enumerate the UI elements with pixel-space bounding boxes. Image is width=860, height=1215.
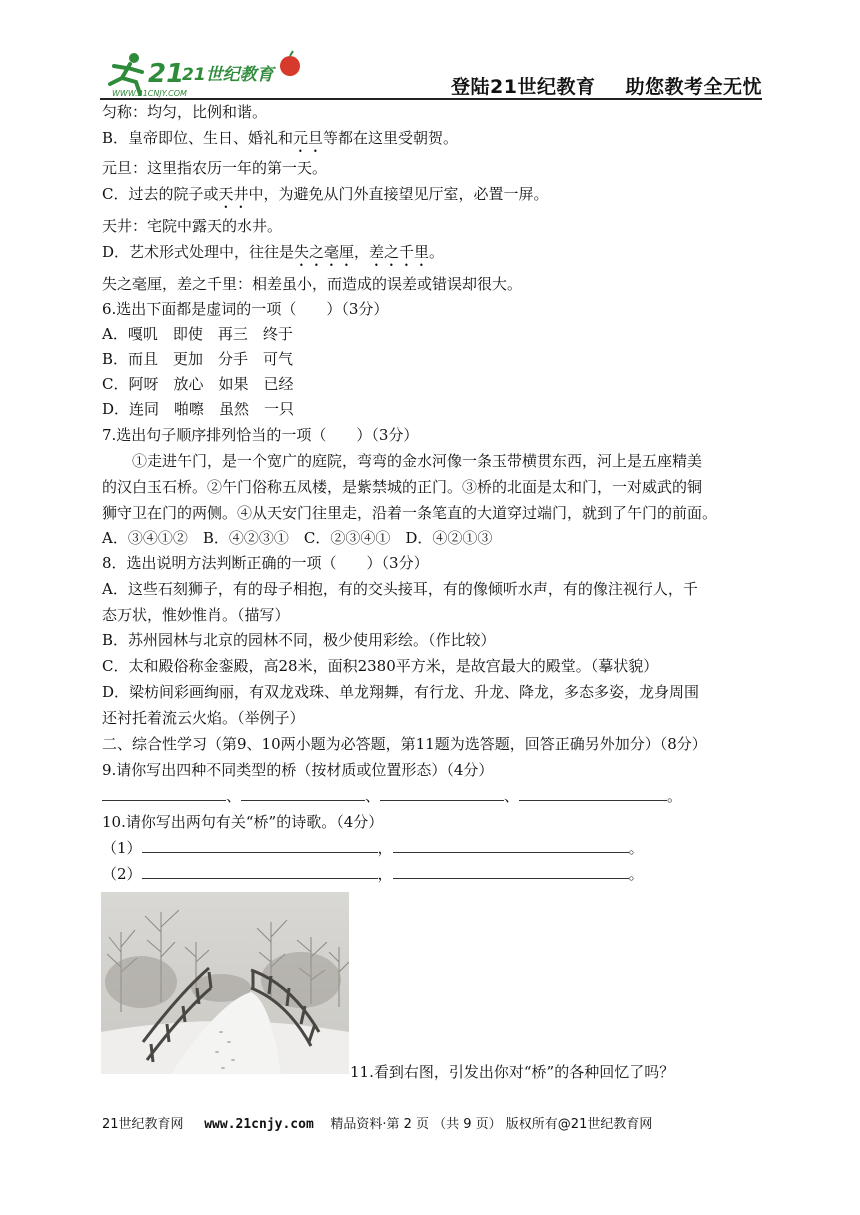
page-footer	[102, 1113, 652, 1132]
answer-blank[interactable]	[142, 838, 378, 853]
question-6-option-d: D．连同 啪嚓 虽然 一只	[102, 400, 295, 418]
question-7: 7.选出句子顺序排列恰当的一项（ ）（3分）	[102, 426, 419, 444]
svg-text:WWW.21CNJY.COM: WWW.21CNJY.COM	[112, 89, 187, 98]
question-8: 8．选出说明方法判断正确的一项（ ）（3分）	[102, 554, 429, 572]
apple-icon	[280, 56, 300, 76]
question-7-options: A．③④①② B．④②③① C．②③④① D．④②①③	[102, 529, 493, 547]
header-slogan	[451, 72, 762, 99]
question-7-passage: 的汉白玉石桥。②午门俗称五凤楼，是紫禁城的正门。③桥的北面是太和门，一对威武的铜	[102, 478, 703, 496]
question-6: 6.选出下面都是虚词的一项（ ）（3分）	[102, 300, 389, 318]
text-line: 元旦：这里指农历一年的第一天。	[102, 159, 328, 177]
question-6-option-b: B．而且 更加 分手 可气	[102, 350, 294, 368]
question-8-option-a-cont: 态万状，惟妙惟肖。（描写）	[102, 606, 290, 624]
question-6-option-a: A．嘎叽 即使 再三 终于	[102, 325, 293, 343]
option-c-line: C．过去的院子或天井中，为避免从门外直接望见厅室，必置一屏。	[102, 185, 549, 203]
site-logo	[100, 50, 310, 98]
footer-org: 21世纪教育网	[102, 1117, 184, 1132]
answer-blank[interactable]	[393, 838, 629, 853]
question-8-option-d-cont: 还衬托着流云火焰。（举例子）	[102, 709, 305, 727]
question-10: 10.请你写出两句有关“桥”的诗歌。（4分）	[102, 813, 384, 831]
text-line: 失之毫厘，差之千里：相差虽小，而造成的误差或错误却很大。	[102, 275, 523, 293]
header-rule	[100, 98, 762, 100]
question-7-passage: ①走进午门，是一个宽广的庭院，弯弯的金水河像一条玉带横贯东西，河上是五座精美	[102, 452, 703, 470]
slogan-left: 登陆21世纪教育	[451, 76, 596, 98]
answer-blank[interactable]	[102, 786, 226, 801]
text-line: 匀称：均匀，比例和谐。	[102, 103, 268, 121]
footer-site-link[interactable]: www.21cnjy.com	[204, 1117, 314, 1132]
question-6-option-c: C．阿呀 放心 如果 已经	[102, 375, 294, 393]
answer-blank[interactable]	[393, 864, 629, 879]
runner-icon	[110, 53, 142, 94]
question-8-option-a: A．这些石刻狮子，有的母子相抱，有的交头接耳，有的像倾听水声，有的像注视行人，千	[102, 580, 698, 598]
section-2-heading: 二、综合性学习（第9、10两小题为必答题，第11题为选答题，回答正确另外加分）（8分）	[102, 735, 707, 753]
page-header	[100, 44, 762, 100]
question-7-passage: 狮守卫在门的两侧。④从天安门往里走，沿着一条笔直的大道穿过端门，就到了午门的前面。	[102, 504, 718, 522]
option-b-line: B．皇帝即位、生日、婚礼和元旦等都在这里受朝贺。	[102, 129, 459, 147]
answer-blank[interactable]	[241, 786, 365, 801]
option-d-line: D．艺术形式处理中，往往是失之毫厘，差之千里。	[102, 243, 445, 261]
svg-text:21世纪教育: 21世纪教育	[182, 65, 274, 85]
question-9: 9.请你写出四种不同类型的桥（按材质或位置形态）（4分）	[102, 761, 494, 779]
question-8-option-c: C．太和殿俗称金銮殿，高28米，面积2380平方米，是故宫最大的殿堂。（摹状貌）	[102, 657, 659, 675]
question-10-answer-1: （1） ， 。	[102, 839, 644, 857]
question-11: 11.看到右图，引发出你对“桥”的各种回忆了吗？	[350, 1063, 675, 1081]
question-10-answer-2: （2） ， 。	[102, 865, 644, 883]
answer-blank[interactable]	[380, 786, 504, 801]
answer-blank[interactable]	[142, 864, 378, 879]
answer-blank[interactable]	[519, 786, 667, 801]
snow-bridge-photo	[101, 892, 349, 1074]
slogan-right: 助您教考全无忧	[625, 76, 762, 98]
footer-info: 精品资料·第 2 页 （共 9 页） 版权所有@21世纪教育网	[330, 1117, 653, 1132]
text-line: 天井：宅院中露天的水井。	[102, 217, 283, 235]
question-8-option-d: D．梁枋间彩画绚丽，有双龙戏珠、单龙翔舞，有行龙、升龙、降龙，多态多姿，龙身周围	[102, 683, 700, 701]
question-8-option-b: B．苏州园林与北京的园林不同，极少使用彩绘。（作比较）	[102, 631, 496, 649]
svg-text:21: 21	[148, 59, 185, 89]
question-9-answer-blanks: 、 、 、 。	[102, 786, 682, 806]
